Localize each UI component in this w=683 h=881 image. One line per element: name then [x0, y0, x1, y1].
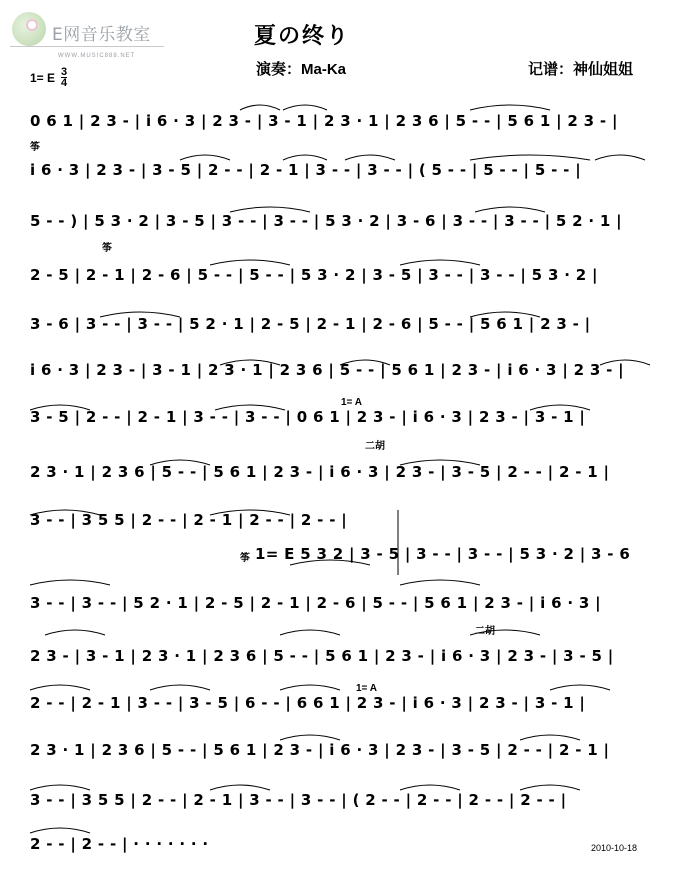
instrument-label-zheng: 筝 — [240, 553, 250, 564]
notation-row-9: 3 - - | 3 5 5 | 2 - - | 2 - 1 | 2 - - | 2 - - | — [30, 511, 348, 529]
key-change-label: 1= A — [356, 683, 378, 694]
instrument-label-zheng: 筝 — [102, 243, 112, 254]
transcriber-credit: 记谱：神仙姐姐 — [528, 61, 634, 78]
notation-row-3: 5 - - ) | 5 3 · 2 | 3 - 5 | 3 - - | 3 - - | 5 3 · 2 | 3 - 6 | 3 - - | 3 - - | 5 2 · 1 | — [30, 212, 622, 230]
notation-row-7: 3 - 5 | 2 - - | 2 - 1 | 3 - - | 3 - - | 0 6 1 | 2 3 - | i 6 · 3 | 2 3 - | 3 - 1 | — [30, 408, 586, 426]
notation-row-12: 2 3 - | 3 - 1 | 2 3 · 1 | 2 3 6 | 5 - - | 5 6 1 | 2 3 - | i 6 · 3 | 2 3 - | 3 - 5 | — [30, 647, 614, 665]
time-signature-top: 3 — [61, 66, 68, 78]
key-label: 1= E — [30, 70, 56, 85]
notation-row-1: 0 6 1 | 2 3 - | i 6 · 3 | 2 3 - | 3 - 1 | 2 3 · 1 | 2 3 6 | 5 - - | 5 6 1 | 2 3 - | — [30, 112, 618, 130]
performer-credit: 演奏：Ma-Ka — [256, 61, 347, 78]
notation-row-16: 2 - - | 2 - - | · · · · · · · — [30, 835, 209, 853]
notation-row-13: 2 - - | 2 - 1 | 3 - - | 3 - 5 | 6 - - | 6 6 1 | 2 3 - | i 6 · 3 | 2 3 - | 3 - 1 | — [30, 694, 586, 712]
song-title: 夏の终り — [254, 24, 351, 49]
time-signature-bottom: 4 — [61, 77, 68, 89]
notation-row-15: 3 - - | 3 5 5 | 2 - - | 2 - 1 | 3 - - | 3 - - | ( 2 - - | 2 - - | 2 - - | 2 - - | — [30, 791, 567, 809]
notation-row-10: 1= E 5 3 2 | 3 - 5 | 3 - - | 3 - - | 5 3 · 2 | 3 - 6 — [255, 545, 631, 563]
instrument-label-erhu: 二胡 — [475, 626, 495, 637]
logo-emblem-icon — [12, 12, 46, 46]
notation-row-2: i 6 · 3 | 2 3 - | 3 - 5 | 2 - - | 2 - 1 | 3 - - | 3 - - | ( 5 - - | 5 - - | 5 - - | — [30, 161, 581, 179]
site-logo — [6, 8, 176, 60]
logo-url: WWW.MUSIC888.NET — [58, 53, 136, 59]
notation-row-4: 2 - 5 | 2 - 1 | 2 - 6 | 5 - - | 5 - - | 5 3 · 2 | 3 - 5 | 3 - - | 3 - - | 5 3 · 2 | — [30, 266, 598, 284]
logo-divider — [10, 46, 164, 47]
notation-row-11: 3 - - | 3 - - | 5 2 · 1 | 2 - 5 | 2 - 1 | 2 - 6 | 5 - - | 5 6 1 | 2 3 - | i 6 · 3 | — [30, 594, 601, 612]
transcription-date: 2010-10-18 — [591, 843, 638, 853]
key-change-label: 1= A — [341, 397, 363, 408]
instrument-label-zheng: 筝 — [30, 142, 40, 153]
notation-row-5: 3 - 6 | 3 - - | 3 - - | 5 2 · 1 | 2 - 5 | 2 - 1 | 2 - 6 | 5 - - | 5 6 1 | 2 3 - | — [30, 315, 591, 333]
time-signature — [61, 67, 67, 88]
key-signature — [30, 67, 67, 88]
logo-name: E网音乐教室 — [52, 25, 151, 45]
notation-row-8: 2 3 · 1 | 2 3 6 | 5 - - | 5 6 1 | 2 3 - | i 6 · 3 | 2 3 - | 3 - 5 | 2 - - | 2 - 1 | — [30, 463, 610, 481]
instrument-label-erhu: 二胡 — [365, 441, 385, 452]
notation-row-14: 2 3 · 1 | 2 3 6 | 5 - - | 5 6 1 | 2 3 - | i 6 · 3 | 2 3 - | 3 - 5 | 2 - - | 2 - 1 | — [30, 741, 610, 759]
notation-row-6: i 6 · 3 | 2 3 - | 3 - 1 | 2 3 · 1 | 2 3 6 | 5 - - | 5 6 1 | 2 3 - | i 6 · 3 | 2 3 - | — [30, 361, 624, 379]
